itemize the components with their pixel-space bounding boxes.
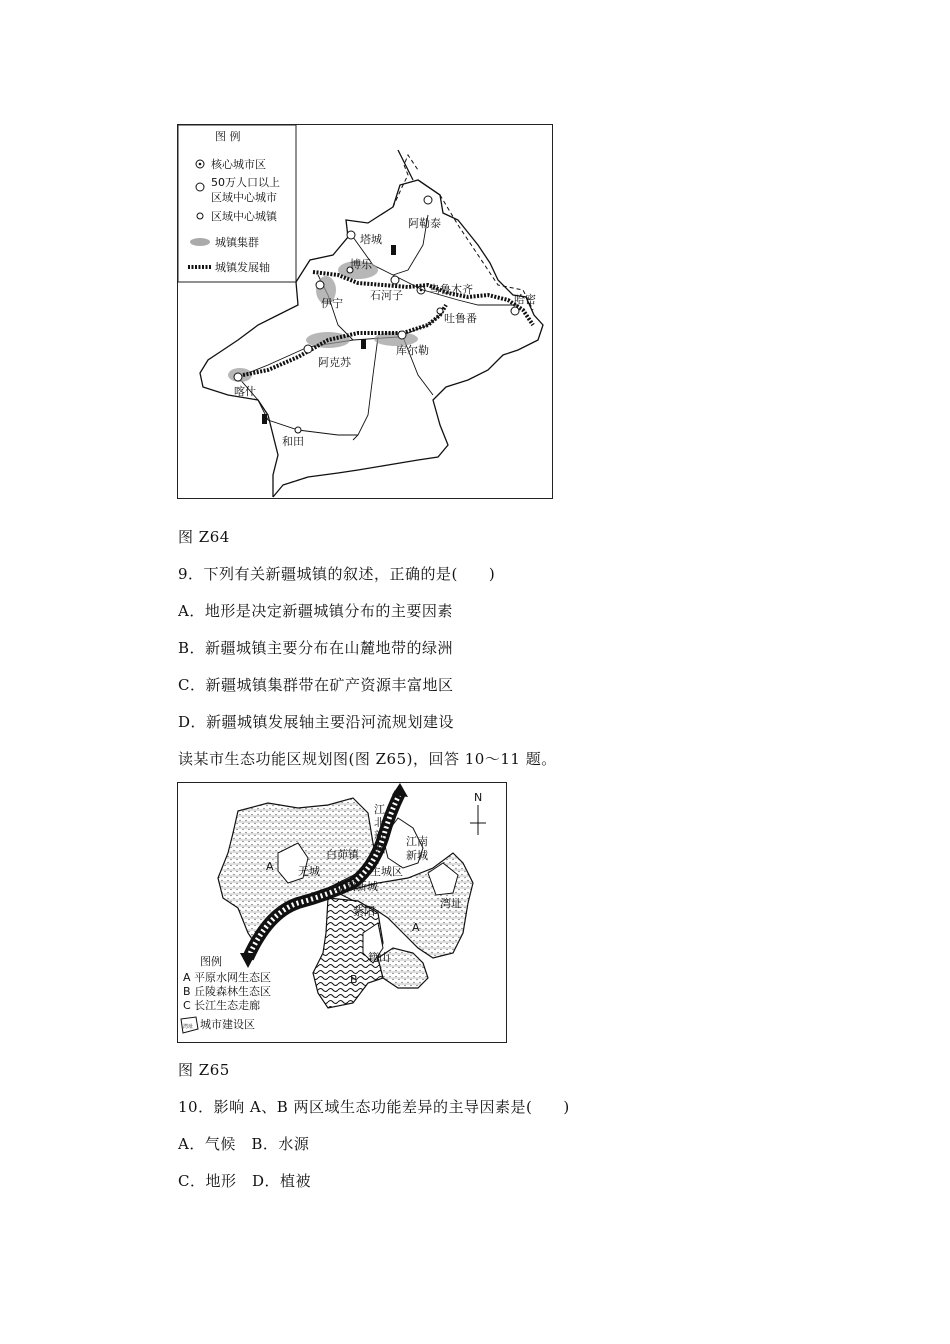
legend-title: 图 例 (215, 130, 241, 143)
road-desert (353, 337, 378, 440)
label-tacheng: 塔城 (360, 233, 382, 246)
arrow-south-icon (240, 953, 256, 968)
city-hami-marker (511, 307, 519, 315)
q9-option-b: B．新疆城镇主要分布在山麓地带的绿洲 (178, 639, 454, 657)
q10-options-cd: C．地形 D．植被 (178, 1172, 312, 1190)
label-hami: 哈密 (514, 293, 536, 306)
label-shihezi: 石河子 (370, 289, 403, 302)
city-aksu-marker (304, 345, 312, 353)
legend-axis: 城镇发展轴 (215, 261, 270, 274)
legend-cluster: 城镇集群 (215, 236, 259, 249)
city-tacheng-marker (347, 231, 355, 239)
label-baimao: 白茆镇 (326, 848, 359, 861)
label-jiangbei-4: 城 (374, 842, 385, 855)
border-north (398, 150, 440, 195)
label-zone-a-1: A (266, 860, 274, 873)
label-korla: 库尔勒 (396, 344, 429, 357)
north-label: N (474, 791, 483, 804)
label-kashgar: 喀什 (234, 385, 256, 398)
mine-marker-3 (262, 414, 267, 424)
city-shihezi-marker (391, 276, 399, 284)
xinjiang-map-svg (178, 125, 552, 498)
core-city-dot-icon (199, 163, 202, 166)
label-hotan: 和田 (282, 435, 304, 448)
figure-eco-zoning-map (177, 782, 507, 1043)
city-yining-marker (316, 281, 324, 289)
legend-regional-city: 区域中心城市 (211, 191, 277, 204)
legend-regional-town: 区域中心城镇 (211, 210, 277, 223)
axis-north (313, 272, 533, 325)
figure2-caption: 图 Z65 (178, 1061, 230, 1079)
eco-map-svg (178, 783, 506, 1042)
legend2-b: B 丘陵森林生态区 (183, 985, 272, 998)
city-korla-marker (398, 331, 406, 339)
figure1-caption: 图 Z64 (178, 528, 230, 546)
intro-q10-11: 读某市生态功能区规划图(图 Z65)，回答 10～11 题。 (178, 750, 557, 768)
q10-stem: 10．影响 A、B 两区域生态功能差异的主导因素是( ) (178, 1098, 570, 1116)
arrow-north-icon (392, 783, 408, 797)
label-urumqi: 乌鲁木齐 (429, 283, 473, 296)
city-kashgar-marker (234, 373, 242, 381)
q9-option-c: C．新疆城镇集群带在矿产资源丰富地区 (178, 676, 454, 694)
label-jiangbei-2: 北 (374, 816, 385, 829)
mine-marker-1 (391, 245, 396, 255)
legend-500k: 50万人口以上 (211, 176, 280, 189)
label-ziyang: 紫阳 (353, 905, 375, 918)
label-jiangbei-1: 江 (374, 803, 385, 816)
label-wanzhi: 湾址 (440, 897, 462, 910)
label-yining: 伊宁 (321, 297, 343, 310)
label-zhuchengqu: 主城区 (370, 865, 403, 878)
label-wucheng: 无城 (298, 865, 320, 878)
city-urumqi-dot (420, 289, 423, 292)
city-hotan-marker (295, 427, 301, 433)
city-aletai-marker (424, 196, 432, 204)
legend2-c: C 长江生态走廊 (183, 999, 261, 1012)
road-hotan (238, 377, 358, 435)
q10-options-ab: A．气候 B．水源 (178, 1135, 310, 1153)
label-jishan: 籍山 (368, 951, 390, 964)
legend2-icon-text: 湾址 (183, 1024, 194, 1030)
mine-marker-2 (361, 339, 366, 349)
legend2-title: 图例 (200, 955, 222, 968)
label-bole: 博乐 (350, 258, 372, 271)
legend2-d: 城市建设区 (200, 1018, 255, 1031)
cluster-icon (190, 238, 210, 246)
q9-option-a: A．地形是决定新疆城镇分布的主要因素 (178, 602, 453, 620)
city-turpan-marker (437, 308, 443, 314)
figure-xinjiang-map (177, 124, 553, 499)
label-jiangbei-3: 新 (374, 829, 385, 842)
q9-stem: 9．下列有关新疆城镇的叙述，正确的是( ) (178, 565, 496, 583)
label-aksu: 阿克苏 (318, 356, 351, 369)
legend-core-city: 核心城市区 (211, 158, 266, 171)
label-turpan: 吐鲁番 (444, 312, 477, 325)
label-zone-b: B (350, 973, 358, 986)
label-aletai: 阿勒泰 (408, 217, 441, 230)
label-jiangnan-1: 江南 (406, 835, 428, 848)
label-zone-a-2: A (412, 921, 420, 934)
label-longhu: 龙湖新城 (334, 880, 378, 893)
q9-option-d: D．新疆城镇发展轴主要沿河流规划建设 (178, 713, 455, 731)
legend2-a: A 平原水网生态区 (183, 971, 272, 984)
label-jiangnan-2: 新城 (406, 849, 428, 862)
